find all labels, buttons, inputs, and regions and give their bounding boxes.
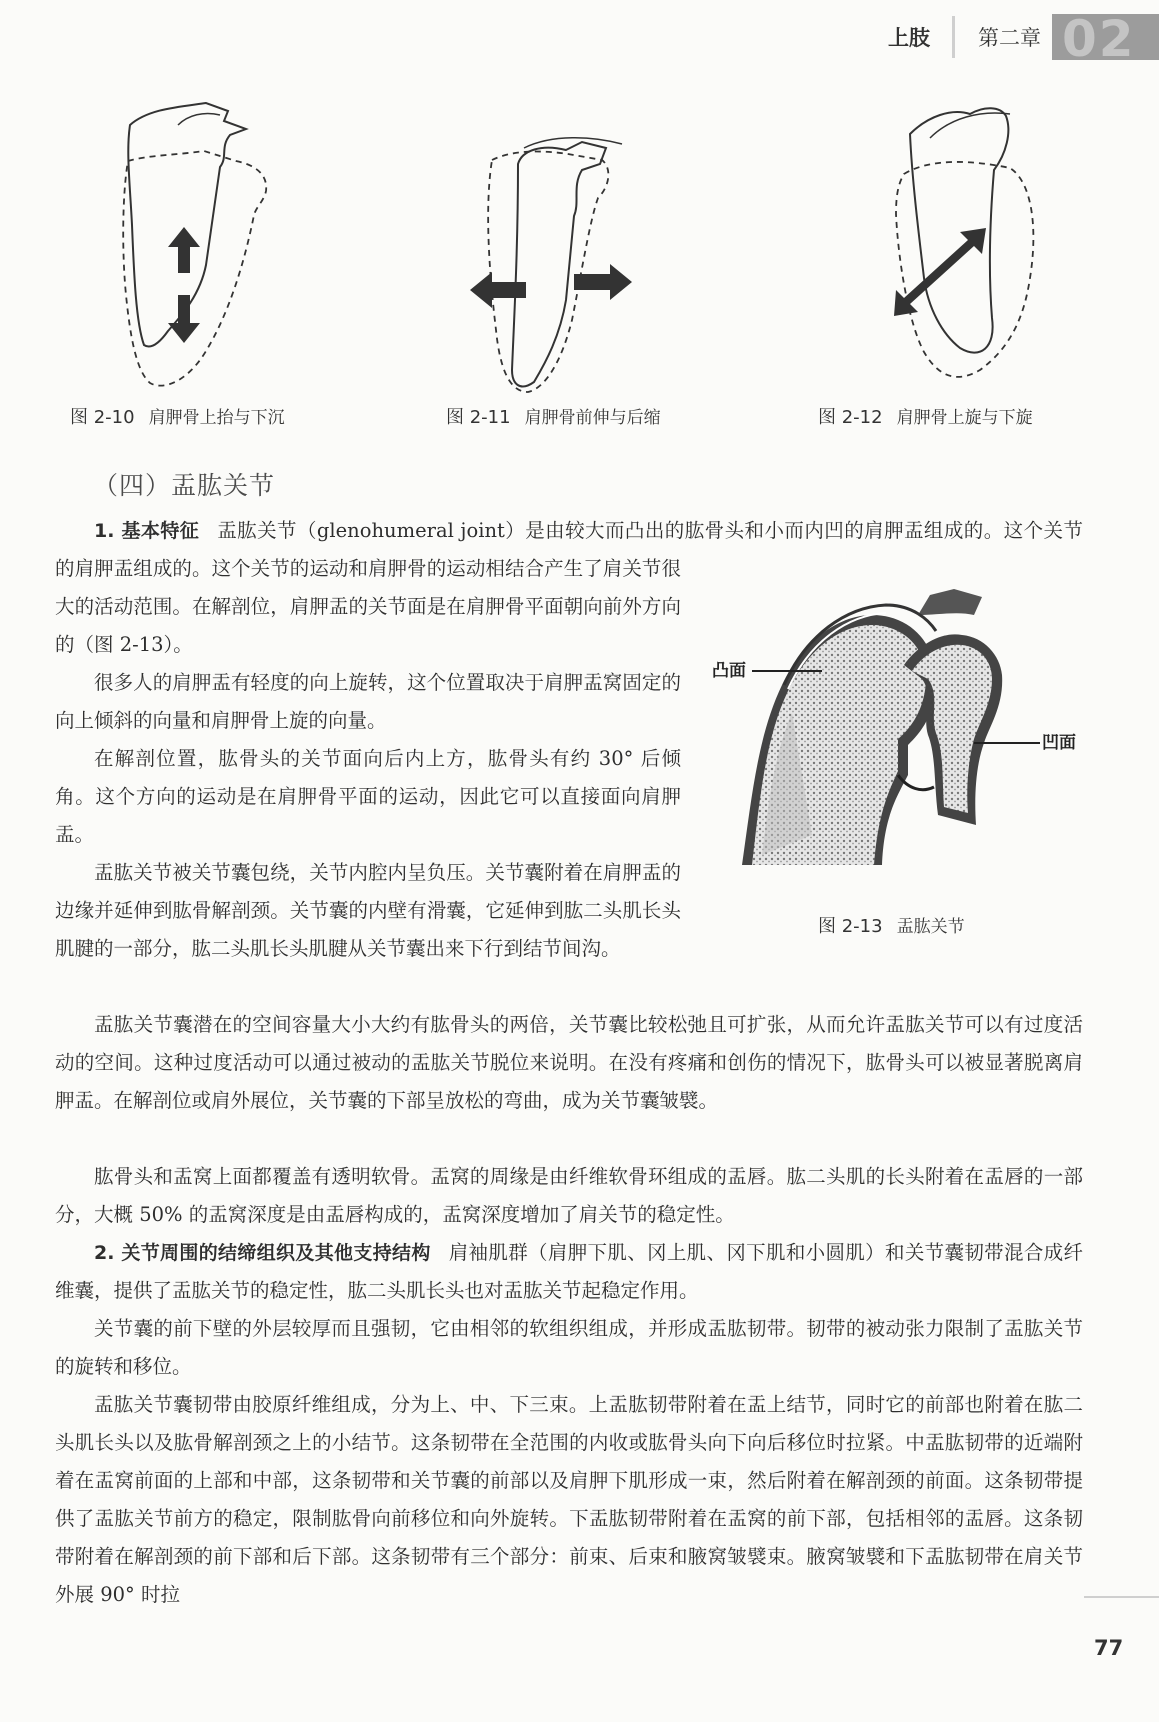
figure-2-10-caption-text: 肩胛骨上抬与下沉 <box>148 408 285 428</box>
figure-2-13-glenohumeral-joint <box>722 575 1022 875</box>
figure-2-13-number: 图 2-13 <box>818 916 883 937</box>
paragraph-anterior-capsule: 关节囊的前下壁的外层较厚而且强韧，它由相邻的软组织组成，并形成盂肱韧带。韧带的被动张力限制了盂肱关节的旋转和移位。 <box>55 1317 1083 1378</box>
figure-2-12-scapula-upward-downward-rotation <box>860 98 1060 398</box>
figure-2-12-caption-text: 肩胛骨上旋与下旋 <box>896 408 1033 428</box>
paragraph-glenohumeral-ligaments: 盂肱关节囊韧带由胶原纤维组成，分为上、中、下三束。上盂肱韧带附着在盂上结节，同时它的前部也附着在肱二头肌长头以及肱骨解剖颈之上的小结节。这条韧带在全范围的内收或肱骨头向下向后移位时拉紧。中盂肱韧带的近端附着在盂窝前面的上部和中部，这条韧带和关节囊的前部以及肩胛下肌形成一束，然后附着在解剖颈的前面。这条韧带提供了盂肱关节前方的稳定，限制肱骨向前移位和向外旋转。下盂肱韧带附着在盂窝的前下部，包括相邻的盂唇。这条韧带附着在解剖颈的前下部和后下部。这条韧带有三个部分：前束、后束和腋窝皱襞束。腋窝皱襞和下盂肱韧带在肩关节外展 90° 时拉 <box>55 1393 1083 1606</box>
basic-features-text: 盂肱关节（glenohumeral joint）是由较大而凸出的肱骨头和小而内凹的肩胛盂组成的。这个关节 <box>217 519 1083 542</box>
footer-rule <box>1084 1596 1159 1598</box>
basic-features-text-continued: 的肩胛盂组成的。这个关节的运动和肩胛骨的运动相结合产生了肩关节很大的活动范围。在解剖位，肩胛盂的关节面是在肩胛骨平面朝向前外方向的（图 2-13）。 <box>55 557 681 656</box>
basic-features-heading: 1. 基本特征 <box>94 520 200 542</box>
figure-2-10-caption <box>70 403 285 429</box>
connective-tissue-text: 肩袖肌群（肩胛下肌、冈上肌、冈下肌和小圆肌）和关节囊韧带混合成纤维囊，提供了盂肱关节的稳定性，肱二头肌长头也对盂肱关节起稳定作用。 <box>55 1241 1083 1302</box>
leader-line-convex <box>752 670 822 672</box>
paragraph-glenoid-rotation: 很多人的肩胛盂有轻度的向上旋转，这个位置取决于肩胛盂窝固定的向上倾斜的向量和肩胛骨上旋的向量。 <box>55 671 681 732</box>
figure-2-10-scapula-elevation-depression <box>108 95 308 395</box>
label-convex-surface: 凸面 <box>712 661 746 681</box>
paragraph-humeral-head-retroversion: 在解剖位置，肱骨头的关节面向后内上方，肱骨头有约 30° 后倾角。这个方向的运动是在肩胛骨平面的运动，因此它可以直接面向肩胛盂。 <box>55 747 681 846</box>
running-header-section: 上肢 <box>888 26 930 50</box>
connective-tissue-heading: 2. 关节周围的结缔组织及其他支持结构 <box>94 1242 431 1264</box>
figure-2-11-caption-text: 肩胛骨前伸与后缩 <box>524 408 661 428</box>
chapter-number: 02 <box>1062 14 1136 60</box>
label-concave-surface: 凹面 <box>1042 733 1076 753</box>
figure-2-11-number: 图 2-11 <box>446 407 511 428</box>
page-number: 77 <box>1094 1636 1124 1660</box>
running-header-chapter: 第二章 <box>978 26 1041 50</box>
figure-2-13-caption-text: 盂肱关节 <box>896 917 965 937</box>
figure-2-10-number: 图 2-10 <box>70 407 135 428</box>
figure-2-11-scapula-protraction-retraction <box>462 130 662 400</box>
chapter-number-badge <box>1052 14 1159 60</box>
paragraph-cartilage-labrum: 肱骨头和盂窝上面都覆盖有透明软骨。盂窝的周缘是由纤维软骨环组成的盂唇。肱二头肌的长头附着在盂唇的一部分，大概 50% 的盂窝深度是由盂唇构成的，盂窝深度增加了肩关节的稳定性。 <box>55 1165 1083 1226</box>
paragraph-basic-features-cont <box>55 550 681 664</box>
paragraph-basic-features-line1 <box>55 512 1083 550</box>
figure-2-12-number: 图 2-12 <box>818 407 883 428</box>
figure-2-12-caption <box>818 403 1033 429</box>
paragraph-connective-tissue <box>55 1234 1083 1310</box>
figure-2-13-caption <box>818 912 965 938</box>
paragraph-joint-capsule: 盂肱关节被关节囊包绕，关节内腔内呈负压。关节囊附着在肩胛盂的边缘并延伸到肱骨解剖颈。关节囊的内壁有滑囊，它延伸到肱二头肌长头肌腱的一部分，肱二头肌长头肌腱从关节囊出来下行到结节间沟。 <box>55 861 681 960</box>
figure-2-11-caption <box>446 403 661 429</box>
section-title: （四）盂肱关节 <box>93 471 276 500</box>
header-separator <box>952 16 955 58</box>
leader-line-concave <box>974 742 1040 744</box>
paragraph-capsule-volume: 盂肱关节囊潜在的空间容量大小大约有肱骨头的两倍，关节囊比较松弛且可扩张，从而允许盂肱关节可以有过度活动的空间。这种过度活动可以通过被动的盂肱关节脱位来说明。在没有疼痛和创伤的情况下，肱骨头可以被显著脱离肩胛盂。在解剖位或肩外展位，关节囊的下部呈放松的弯曲，成为关节囊皱襞。 <box>55 1013 1083 1112</box>
